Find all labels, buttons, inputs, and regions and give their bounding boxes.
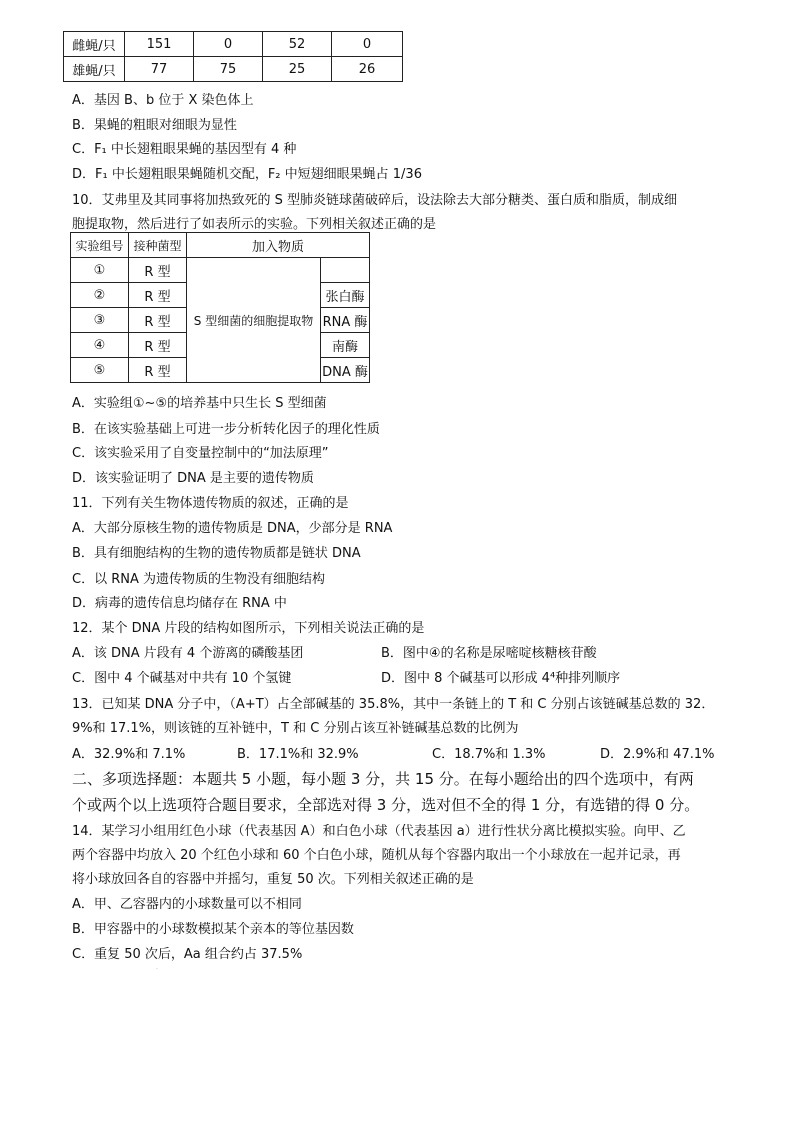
q11-option-c: C．以 RNA 为遗传物质的生物没有细胞结构	[72, 572, 325, 587]
q13-stem-line2: 9%和 17.1%，则该链的互补链中，T 和 C 分别占该互补链碱基总数的比例为	[72, 721, 519, 736]
enzyme-cell	[321, 258, 370, 283]
extract-cell: S 型细菌的细胞提取物	[187, 258, 321, 383]
q14-option-c: C．重复 50 次后，Aa 组合约占 37.5%	[72, 947, 303, 962]
table-row	[71, 258, 370, 283]
row-label: 雄蝇/只	[64, 57, 125, 82]
q10-option-b: B．在该实验基础上可进一步分析转化因子的理化性质	[72, 422, 380, 437]
q13-stem-line1: 13．已知某 DNA 分子中，（A+T）占全部碱基的 35.8%，其中一条链上的 T 和 C 分别占该链碱基总数的 32．	[72, 697, 715, 712]
table-cell: 151	[125, 32, 194, 57]
strain-cell: R 型	[129, 308, 187, 333]
q9-option-d: D．F₁ 中长翅粗眼果蝇随机交配，F₂ 中短翅细眼果蝇占 1/36	[72, 167, 422, 182]
group-id: ②	[71, 283, 129, 308]
section2-line2: 个或两个以上选项符合题目要求，全部选对得 3 分，选对但不全的得 1 分，有选错的得 0 分。	[72, 796, 700, 814]
enzyme-cell: DNA 酶	[321, 358, 370, 383]
strain-cell: R 型	[129, 358, 187, 383]
q14-stem-line3: 将小球放回各自的容器中并摇匀，重复 50 次。下列相关叙述正确的是	[72, 872, 474, 887]
q9-option-c: C．F₁ 中长翅粗眼果蝇的基因型有 4 种	[72, 142, 297, 157]
q12-option-c: C．图中 4 个碱基对中共有 10 个氢键	[72, 671, 292, 686]
fly-count-table	[63, 31, 403, 82]
header-added: 加入物质	[187, 233, 370, 258]
q13-option-c: C．18.7%和 1.3%	[432, 747, 546, 762]
table-cell: 77	[125, 57, 194, 82]
q14-stem-line1: 14．某学习小组用红色小球（代表基因 A）和白色小球（代表基因 a）进行性状分离比模拟实验。向甲、乙	[72, 824, 686, 839]
table-cell: 52	[263, 32, 332, 57]
table-cell: 26	[332, 57, 403, 82]
q12-stem: 12．某个 DNA 片段的结构如图所示，下列相关说法正确的是	[72, 621, 425, 636]
enzyme-cell: 张白酶	[321, 283, 370, 308]
enzyme-cell: 南酶	[321, 333, 370, 358]
table-header-row	[71, 233, 370, 258]
section2-line1: 二、多项选择题：本题共 5 小题，每小题 3 分，共 15 分。在每小题给出的四个选项中，有两	[72, 770, 694, 788]
strain-cell: R 型	[129, 333, 187, 358]
q9-option-b: B．果蝇的粗眼对细眼为显性	[72, 118, 237, 133]
q12-option-b: B．图中④的名称是尿嘧啶核糖核苷酸	[381, 646, 597, 661]
q14-option-a: A．甲、乙容器内的小球数量可以不相同	[72, 897, 302, 912]
q10-option-c: C．该实验采用了自变量控制中的“加法原理”	[72, 446, 329, 461]
enzyme-cell: RNA 酶	[321, 308, 370, 333]
q13-option-a: A．32.9%和 7.1%	[72, 747, 186, 762]
experiment-table	[70, 232, 370, 383]
q9-option-a: A．基因 B、b 位于 X 染色体上	[72, 93, 254, 108]
stray-mark: .	[156, 964, 158, 971]
q10-option-d: D．该实验证明了 DNA 是主要的遗传物质	[72, 471, 314, 486]
strain-cell: R 型	[129, 258, 187, 283]
table-cell: 0	[194, 32, 263, 57]
q11-option-a: A．大部分原核生物的遗传物质是 DNA，少部分是 RNA	[72, 521, 393, 536]
q13-option-b: B．17.1%和 32.9%	[237, 747, 359, 762]
group-id: ④	[71, 333, 129, 358]
q14-stem-line2: 两个容器中均放入 20 个红色小球和 60 个白色小球，随机从每个容器内取出一个小球放在一起并记录，再	[72, 848, 681, 863]
strain-cell: R 型	[129, 283, 187, 308]
q11-option-d: D．病毒的遗传信息均储存在 RNA 中	[72, 596, 287, 611]
group-id: ⑤	[71, 358, 129, 383]
table-row	[64, 32, 403, 57]
table-cell: 75	[194, 57, 263, 82]
header-group: 实验组号	[71, 233, 129, 258]
q12-option-d: D．图中 8 个碱基可以形成 4⁴种排列顺序	[381, 671, 621, 686]
table-cell: 0	[332, 32, 403, 57]
q10-stem-line2: 胞提取物，然后进行了如表所示的实验。下列相关叙述正确的是	[72, 217, 437, 232]
group-id: ①	[71, 258, 129, 283]
group-id: ③	[71, 308, 129, 333]
table-row	[64, 57, 403, 82]
q12-option-a: A．该 DNA 片段有 4 个游离的磷酸基团	[72, 646, 304, 661]
table-cell: 25	[263, 57, 332, 82]
q13-option-d: D．2.9%和 47.1%	[600, 747, 715, 762]
row-label: 雌蝇/只	[64, 32, 125, 57]
header-strain: 接种菌型	[129, 233, 187, 258]
q10-stem-line1: 10．艾弗里及其同事将加热致死的 S 型肺炎链球菌破碎后，设法除去大部分糖类、蛋白质和脂质，制成细	[72, 193, 678, 208]
q11-option-b: B．具有细胞结构的生物的遗传物质都是链状 DNA	[72, 546, 361, 561]
q10-option-a: A．实验组①~⑤的培养基中只生长 S 型细菌	[72, 396, 327, 411]
q14-option-b: B．甲容器中的小球数模拟某个亲本的等位基因数	[72, 922, 354, 937]
q11-stem: 11．下列有关生物体遗传物质的叙述，正确的是	[72, 496, 349, 511]
